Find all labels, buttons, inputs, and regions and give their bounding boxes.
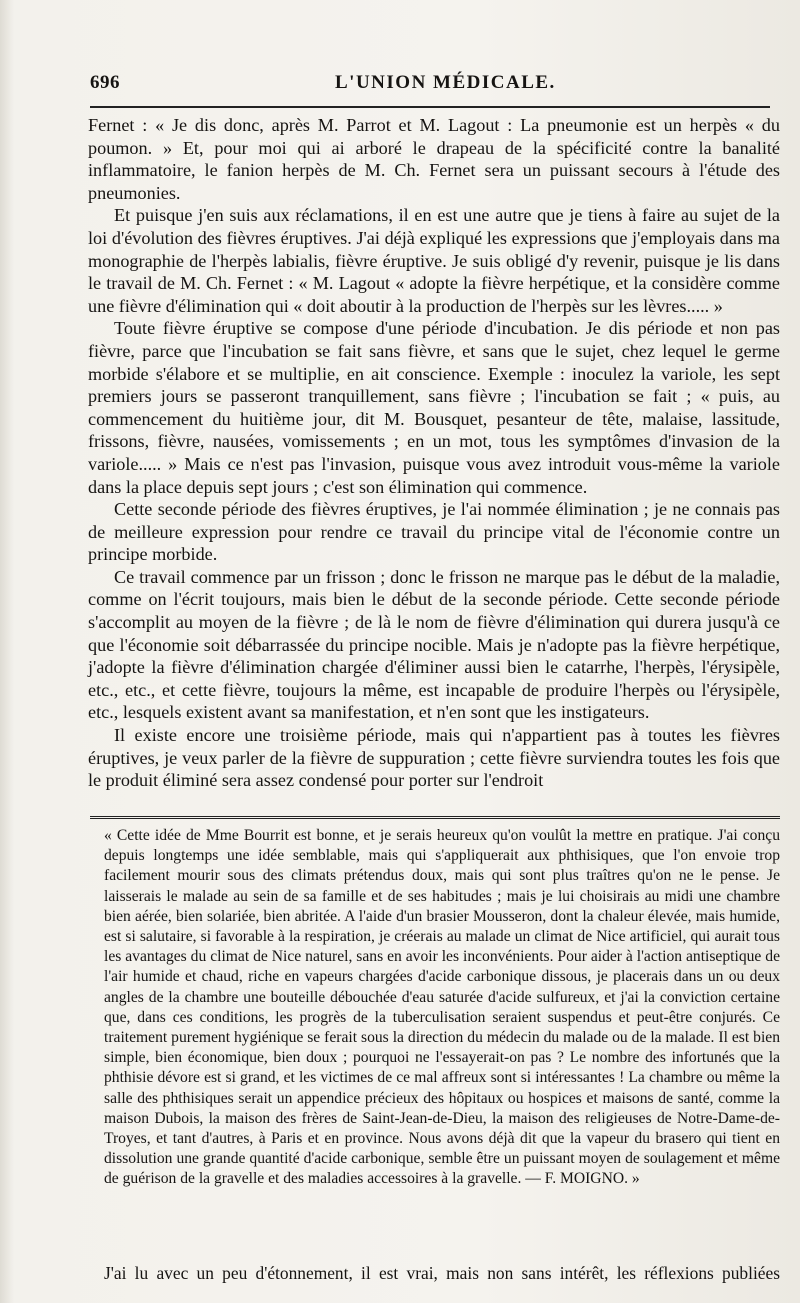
paragraph-3: Toute fièvre éruptive se compose d'une période d'incubation. Je dis période et non pas fièvre, parce que l'incubation se fait sans fièvre, et sans que le sujet, chez lequel le germe morbide s'élabore et se multiplie, en ait conscience. Exemple : inoculez la variole, les sept premiers jours se passeront tranquillement, sans fièvre ; l'incubation se fait ; « puis, au commencement du huitième jour, dit M. Bousquet, pesanteur de tête, malaise, lassitude, frissons, fièvre, nausées, vomissements ; en un mot, tous les symptômes d'invasion de la variole..... » Mais ce n'est pas l'invasion, puisque vous avez introduit vous-même la variole dans la place depuis sept jours ; c'est son élimination qui commence. [88,318,780,497]
paragraph-2: Et puisque j'en suis aux réclamations, il en est une autre que je tiens à faire au sujet de la loi d'évolution des fièvres éruptives. J'ai déjà expliqué les expressions que j'employais dans ma monographie de l'herpès labialis, fièvre éruptive. Je suis obligé d'y revenir, puisque je lis dans le travail de M. Ch. Fernet : « M. Lagout « adopte la fièvre herpétique, et la considère comme une fièvre d'élimination qui « doit aboutir à la production de l'herpès sur les lèvres..... » [88,205,780,316]
header-rule [90,106,770,108]
page-header [90,72,770,98]
article-body [88,114,780,792]
paragraph-4: Cette seconde période des fièvres éruptives, je l'ai nommée élimination ; je ne connais pas de meilleure expression pour rendre ce travail du principe vital de l'économie contre un principe morbide. [88,499,780,565]
continuation-line: J'ai lu avec un peu d'étonnement, il est vrai, mais non sans intérêt, les réflexions publiées [104,1263,780,1283]
footnote-text: « Cette idée de Mme Bourrit est bonne, et je serais heureux qu'on voulût la mettre en pratique. J'ai conçu depuis longtemps une idée semblable, mais qui s'appliquerait aux phthisiques, que l'on envoie trop facilement mourir sous des climats prétendus doux, mais qui sont plus traîtres qu'on ne le pense. Je laisserais le malade au sein de sa famille et de ses habitudes ; mais je lui choisirais au midi une chambre bien aérée, bien solariée, bien abritée. A l'aide d'un brasier Mousseron, dont la chaleur élevée, mais humide, est si salutaire, si favorable à la respiration, je créerais au malade un climat de Nice artificiel, qui aurait tous les avantages du climat de Nice naturel, sans en avoir les inconvénients. Pour aider à l'action antiseptique de l'air humide et chaud, riche en vapeurs chargées d'acide carbonique dissous, je placerais dans un ou deux angles de la chambre une bouteille débouchée d'eau saturée d'acide sulfureux, et j'ai la conviction certaine que, dans ces conditions, les progrès de la tuberculisation seraient suspendus et peut-être conjurés. Ce traitement purement hygiénique se ferait sous la direction du médecin du malade ou de la malade. Il est bien simple, bien économique, bien doux ; pourquoi ne l'essayerait-on pas ? Le nombre des infortunés que la phthisie dévore est si grand, et les victimes de ce mal affreux sont si intéressantes ! La chambre ou même la salle des phthisiques serait un appendice précieux des hôpitaux ou hospices et maisons de santé, comme la maison Dubois, la maison des frères de Saint-Jean-de-Dieu, la maison des religieuses de Notre-Dame-de-Troyes, et tant d'autres, à Paris et en province. Nous avons déjà dit que la vapeur du brasero qui tient en dissolution une grande quantité d'acide carbonique, semble être un puissant moyen de soulagement et même de guérison de la gravelle et des maladies accessoires à la gravelle. — F. MOIGNO. » [104,827,780,1188]
footnote-rule [90,816,780,819]
paragraph-6: Il existe encore une troisième période, mais qui n'appartient pas à toutes les fièvres éruptives, je veux parler de la fièvre de suppuration ; cette fièvre surviendra toutes les fois que le produit éliminé sera assez condensé pour porter sur l'endroit [88,725,780,791]
paragraph-1: Fernet : « Je dis donc, après M. Parrot et M. Lagout : La pneumonie est un herpès « du poumon. » Et, pour moi qui ai arboré le drapeau de la spécificité contre la banalité inflammatoire, le fanion herpès de M. Ch. Fernet sera un puissant secours à l'étude des pneumonies. [88,115,780,203]
running-head: L'UNION MÉDICALE. [335,72,556,93]
paragraph-5: Ce travail commence par un frisson ; donc le frisson ne marque pas le début de la maladie, comme on l'écrit toujours, mais bien le début de la seconde période. Cette seconde période s'accomplit au moyen de la fièvre ; de là le nom de fièvre d'élimination qui durera jusqu'à ce que l'économie soit débarrassée du principe nocible. Mais je n'adopte pas la fièvre herpétique, j'adopte la fièvre d'élimination chargée d'éliminer aussi bien le catarrhe, l'herpès, l'érysipèle, etc., etc., et cette fièvre, toujours la même, est incapable de produire l'herpès ou l'érysipèle, etc., lesquels existent avant sa manifestation, et n'en sont que les instigateurs. [88,566,780,723]
footnote [104,826,780,1190]
page-number: 696 [90,72,120,93]
